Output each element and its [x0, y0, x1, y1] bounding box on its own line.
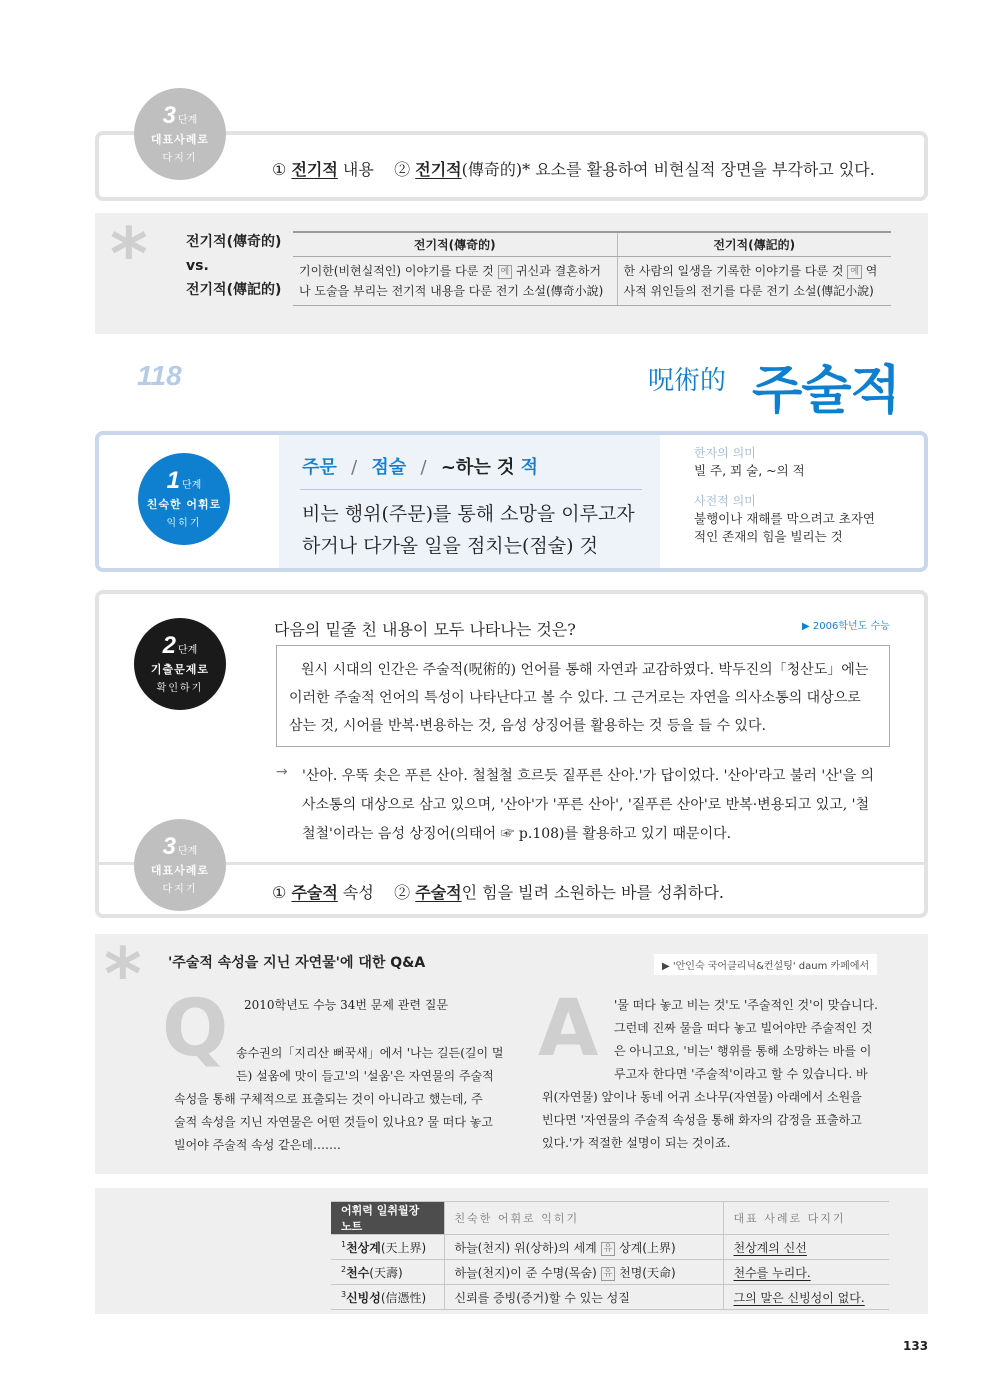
vocab-col-learn: 친숙한 어휘로 익히기	[444, 1202, 723, 1235]
step1-definition: 비는 행위(주문)를 통해 소망을 이루고자 하거나 다가올 일을 점치는(점술) 것	[302, 503, 635, 557]
step2-passage: 원시 시대의 인간은 주술적(呪術的) 언어를 통해 자연과 교감하였다. 박두진의「청산도」에는 이러한 주술적 언어의 특성이 나타난다고 볼 수 있다. 그 근거로는 자연을 의사소통의 대상으로 삼는 것, 시어를 반복·변용하는 것, 음성 상징어를 활용하는 것 등을 들 수 있다.	[276, 645, 890, 747]
answer-line-top: ① 전기적 내용 ② 전기적(傳奇的)* 요소를 활용하여 비현실적 장면을 부각하고 있다.	[272, 160, 875, 179]
q-body-top: 송수권의「지리산 뻐꾹새」에서 '나는 길든(길이 멀 든) 설움에 맛이 들고'의 '설움'은 자연물의 주술적	[236, 1046, 504, 1083]
step3-badge-top: 3 단계 대표사례로 다지기	[134, 88, 226, 180]
qa-source: ▶ '안인숙 국어클리닉&컨설팅' daum 카페에서	[654, 954, 877, 975]
a-body-bottom: 위(자연물) 앞이나 동네 어귀 소나무(자연물) 아래에서 소원을 빈다면 '자연물의 주술적 속성을 통해 화자의 감정을 표출하고 있다.'가 적절한 설명이 되는 것이죠.	[542, 1090, 862, 1150]
asterisk-icon: *	[104, 932, 142, 1016]
vocab-table	[331, 1201, 889, 1310]
step2-explanation: '산아. 우뚝 솟은 푸른 산아. 철철철 흐르듯 짙푸른 산아.'가 답이었다. '산아'라고 불러 '산'을 의 사소통의 대상으로 삼고 있으며, '산아'가 '푸른 산아', '짙푸른 산아'로 반복·변용되고 있고, '철 철철'이라는 음성 상징어(의태어 ☞ p.108)를 활용하고 있기 때문이다.	[302, 768, 875, 842]
compare-col-b: 전기적(傳記的)	[617, 232, 891, 256]
q-letter-icon: Q	[162, 984, 229, 1074]
step1-badge: 1 단계 친숙한 어휘로 익히기	[138, 453, 230, 545]
vocab-col-example: 대표 사례로 다지기	[723, 1202, 889, 1235]
entry-word: 주술적	[752, 361, 900, 421]
asterisk-icon: *	[110, 212, 148, 296]
compare-col-a: 전기적(傳奇的)	[293, 232, 617, 256]
q-heading: 2010학년도 수능 34번 문제 관련 질문	[244, 998, 448, 1012]
step1-parts: 주문 / 점술 / ~하는 것 적	[302, 457, 539, 478]
compare-labels: 전기적(傳奇的) vs. 전기적(傳記的)	[186, 234, 282, 298]
step2-badge: 2 단계 기출문제로 확인하기	[134, 618, 226, 710]
vocab-row: $^3$신빙성(信憑性) 신뢰를 증빙(증거)할 수 있는 성질 그의 말은 신빙성이 없다.	[331, 1285, 889, 1310]
vocab-row: $^1$천상계(天上界) 하늘(천지) 위(상하)의 세계 유 상계(上界) 천상계의 신선	[331, 1235, 889, 1260]
page-number: 133	[903, 1339, 929, 1353]
a-body-top: '물 떠다 놓고 비는 것'도 '주술적인 것'이 맞습니다. 그런데 진짜 물을 떠다 놓고 빌어야만 주술적인 것 은 아니고요, '비는' 행위를 통해 소망하는 바를 이 루고자 한다면 '주술적'이라고 할 수 있습니다. 바	[614, 998, 878, 1081]
entry-hanja: 呪術的	[648, 366, 727, 396]
step3-badge-bottom: 3 단계 대표사례로 다지기	[134, 819, 226, 911]
arrow-icon: →	[276, 764, 288, 780]
qa-title: '주술적 속성을 지닌 자연물'에 대한 Q&A	[168, 955, 426, 971]
compare-cell-b: 한 사람의 일생을 기록한 이야기를 다룬 것 예 역 사적 위인들의 전기를 다룬 전기 소설(傳記小說)	[617, 256, 891, 305]
a-letter-icon: A	[538, 984, 599, 1074]
compare-cell-a: 기이한(비현실적인) 이야기를 다룬 것 예 귀신과 결혼하거 나 도술을 부리는 전기적 내용을 다룬 전기 소설(傳奇小說)	[293, 256, 617, 305]
step1-meanings: 한자의 의미 빌 주, 꾀 술, ~의 적 사전적 의미 불행이나 재해를 막으려고 초자연 적인 존재의 힘을 빌리는 것	[694, 446, 875, 544]
answer-line-bottom: ① 주술적 속성 ② 주술적인 힘을 빌려 소원하는 바를 성취하다.	[272, 883, 724, 902]
step2-source: ▶ 2006학년도 수능	[802, 621, 890, 632]
step2-question: 다음의 밑줄 친 내용이 모두 나타나는 것은?	[274, 620, 576, 639]
entry-number: 118	[137, 360, 182, 391]
vocab-tag: 어휘력 일취월장 노트	[331, 1202, 444, 1235]
vocab-row: $^2$천수(天壽) 하늘(천지)이 준 수명(목숨) 유 천명(天命) 천수를 누리다.	[331, 1260, 889, 1285]
step1-divider	[300, 489, 642, 490]
compare-table	[293, 231, 891, 306]
q-body-bottom: 속성을 통해 구체적으로 표출되는 것이 아니라고 했는데, 주 술적 속성을 지닌 자연물은 어떤 것들이 있나요? 물 떠다 놓고 빌어야 주술적 속성 같은데…….	[174, 1092, 493, 1152]
